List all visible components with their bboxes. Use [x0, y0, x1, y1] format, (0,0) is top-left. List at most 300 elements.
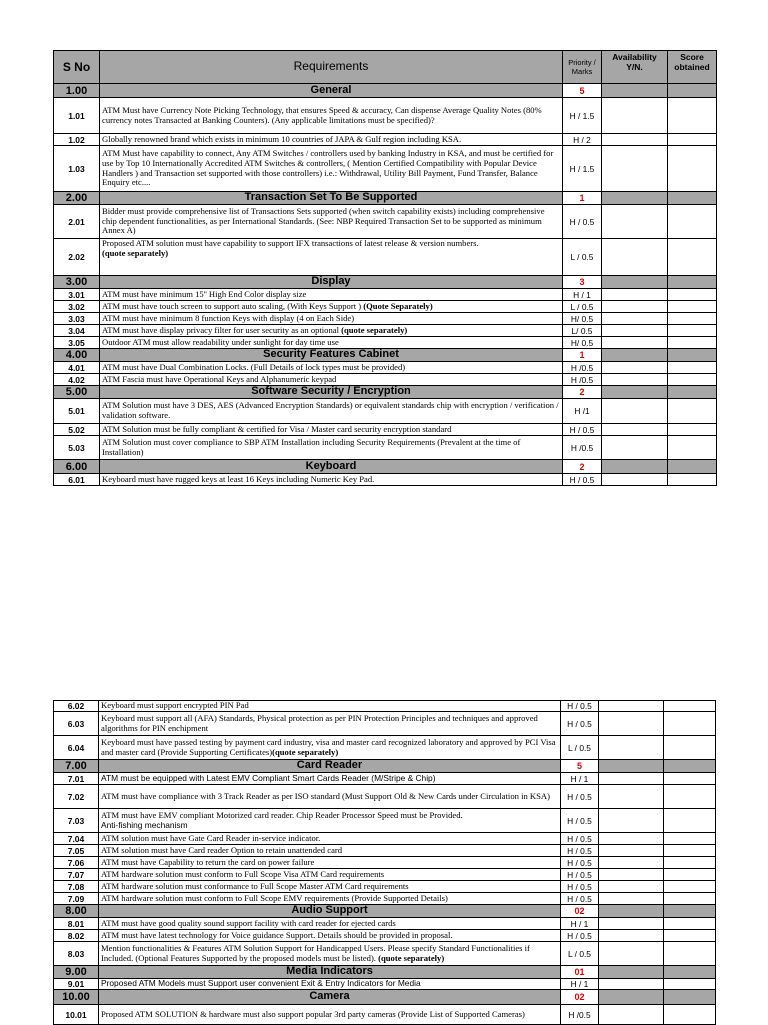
- requirement-number: 7.07: [54, 869, 99, 881]
- availability-cell[interactable]: [602, 337, 668, 349]
- requirement-text: [99, 833, 561, 845]
- section-number: 6.00: [54, 460, 100, 474]
- requirement-row: [54, 239, 717, 276]
- priority-marks: H / 1: [561, 918, 599, 930]
- requirement-number: 3.02: [54, 301, 100, 313]
- requirement-text: [100, 301, 563, 313]
- requirement-text-main: ATM Solution must have 3 DES, AES (Advanced Encryption Standards) or equivalent standards chip with encryption / verification / validation software.: [102, 400, 559, 420]
- priority-marks: H / 0.5: [561, 881, 599, 893]
- section-marks: 5: [561, 760, 599, 773]
- requirement-row: [54, 424, 717, 436]
- requirement-text-main: ATM must have compliance with 3 Track Reader as per ISO standard (Must Support Old & New Cards under Circulation in KSA): [101, 790, 550, 801]
- availability-cell[interactable]: [599, 930, 664, 942]
- requirement-text: [99, 869, 561, 881]
- section-marks: 2: [563, 460, 602, 474]
- requirement-row: [54, 1005, 716, 1025]
- requirement-text-main: ATM solution must have Card reader Option to retain unattended card: [101, 844, 343, 855]
- section-row: [54, 760, 716, 773]
- section-row: [54, 966, 716, 979]
- availability-cell[interactable]: [599, 942, 664, 966]
- priority-marks: H / 0.5: [561, 785, 599, 809]
- score-cell[interactable]: [664, 809, 716, 833]
- score-cell[interactable]: [668, 146, 717, 192]
- requirement-row: [54, 701, 716, 712]
- requirement-number: 3.05: [54, 337, 100, 349]
- requirement-text: [99, 1005, 561, 1025]
- score-cell[interactable]: [668, 362, 717, 374]
- availability-cell[interactable]: [599, 881, 664, 893]
- requirement-row: [54, 809, 716, 833]
- requirement-text-main: ATM must have latest technology for Voice guidance Support. Details should be provided in proposal.: [101, 929, 453, 940]
- requirement-number: 8.03: [54, 942, 99, 966]
- section-title: Camera: [99, 990, 561, 1005]
- availability-cell[interactable]: [602, 276, 668, 289]
- requirement-number: 2.02: [54, 239, 100, 276]
- requirement-text-main: ATM hardware solution must conformance to Full Scope Master ATM Card requirements: [101, 880, 409, 891]
- requirement-text-main: ATM must have EMV compliant Motorized card reader. Chip Reader Processor Speed must be Provided.: [101, 809, 463, 820]
- requirement-text: [99, 809, 561, 833]
- section-number: 2.00: [54, 192, 100, 205]
- requirement-text: [99, 736, 561, 760]
- score-cell[interactable]: [668, 349, 717, 362]
- priority-marks: H/ 0.5: [563, 337, 602, 349]
- requirement-text-main: ATM must have good quality sound support facility with card reader for ejected cards: [101, 917, 396, 928]
- availability-cell[interactable]: [599, 773, 664, 785]
- requirement-text-main: ATM must have display privacy filter for user security as an optional: [102, 324, 342, 335]
- section-row: [54, 905, 716, 918]
- section-marks: 2: [563, 386, 602, 399]
- requirement-text-main: Keyboard must support encrypted PIN Pad: [101, 700, 249, 711]
- requirement-row: [54, 205, 717, 239]
- requirement-number: 2.01: [54, 205, 100, 239]
- score-cell[interactable]: [664, 979, 716, 990]
- section-title: General: [100, 84, 563, 98]
- requirement-text: [100, 205, 563, 239]
- availability-cell[interactable]: [599, 966, 664, 979]
- availability-cell[interactable]: [599, 760, 664, 773]
- requirement-number: 7.02: [54, 785, 99, 809]
- score-cell[interactable]: [664, 966, 716, 979]
- requirement-row: [54, 979, 716, 990]
- requirement-text: [99, 979, 561, 990]
- availability-cell[interactable]: [602, 239, 668, 276]
- requirement-row: [54, 337, 717, 349]
- requirement-text-main: Bidder must provide comprehensive list of Transactions Sets supported (when switch capability exists) including comprehensive chip dependent functionalities, as per International Standards. (See: NBP Required Transaction Set to be supported as minimum Annex A): [102, 206, 545, 236]
- score-cell[interactable]: [668, 460, 717, 474]
- score-cell[interactable]: [664, 845, 716, 857]
- priority-marks: H / 2: [563, 134, 602, 146]
- requirement-number: 6.04: [54, 736, 99, 760]
- priority-marks: H / 0.5: [563, 424, 602, 436]
- score-cell[interactable]: [664, 881, 716, 893]
- requirement-text-bold: (quote separately): [341, 324, 408, 335]
- priority-marks: H / 0.5: [561, 809, 599, 833]
- requirement-text-main: ATM must have touch screen to support auto scaling, (With Keys Support ): [102, 300, 364, 311]
- requirement-text-main: Keyboard must have rugged keys at least 16 Keys including Numeric Key Pad.: [102, 473, 375, 484]
- requirement-row: [54, 930, 716, 942]
- section-marks: 5: [563, 84, 602, 98]
- availability-cell[interactable]: [599, 918, 664, 930]
- requirements-table-top: [53, 50, 717, 486]
- requirement-text-main: ATM must have minimum 8 function Keys with display (4 on Each Side): [102, 312, 355, 323]
- requirement-number: 6.03: [54, 712, 99, 736]
- section-number: 9.00: [54, 966, 99, 979]
- requirement-number: 7.04: [54, 833, 99, 845]
- availability-cell[interactable]: [602, 460, 668, 474]
- score-cell[interactable]: [664, 990, 716, 1005]
- score-cell[interactable]: [664, 760, 716, 773]
- requirement-text: [99, 712, 561, 736]
- availability-cell[interactable]: [602, 313, 668, 325]
- score-cell[interactable]: [668, 205, 717, 239]
- availability-cell[interactable]: [599, 990, 664, 1005]
- requirement-text-bold: (quote separately): [102, 247, 169, 258]
- score-cell[interactable]: [668, 276, 717, 289]
- requirement-text: [99, 701, 561, 712]
- requirement-row: [54, 918, 716, 930]
- availability-cell[interactable]: [602, 289, 668, 301]
- requirement-text: [99, 893, 561, 905]
- requirement-text: [100, 134, 563, 146]
- header-sno: S No: [54, 51, 100, 84]
- section-marks: 02: [561, 990, 599, 1005]
- requirement-text-main: Keyboard must have passed testing by payment card industry, visa and master card recognized laboratory and approved by PCI Visa and master card (Provide Supporting Certificates): [101, 736, 556, 757]
- availability-cell[interactable]: [602, 399, 668, 424]
- score-cell[interactable]: [664, 773, 716, 785]
- requirement-text: [100, 399, 563, 424]
- section-title: Audio Support: [99, 905, 561, 918]
- availability-cell[interactable]: [602, 374, 668, 386]
- section-title: Software Security / Encryption: [100, 386, 563, 399]
- requirement-row: [54, 869, 716, 881]
- header-requirements: Requirements: [100, 51, 563, 84]
- availability-cell[interactable]: [599, 736, 664, 760]
- availability-cell[interactable]: [599, 809, 664, 833]
- availability-cell[interactable]: [602, 362, 668, 374]
- section-number: 4.00: [54, 349, 100, 362]
- priority-marks: H / 0.5: [563, 205, 602, 239]
- section-marks: 02: [561, 905, 599, 918]
- requirement-number: 4.02: [54, 374, 100, 386]
- section-title: Card Reader: [99, 760, 561, 773]
- requirement-text: [100, 374, 563, 386]
- requirement-row: [54, 773, 716, 785]
- requirement-number: 5.02: [54, 424, 100, 436]
- priority-marks: H / 0.5: [561, 857, 599, 869]
- requirement-number: 8.01: [54, 918, 99, 930]
- availability-cell[interactable]: [602, 349, 668, 362]
- requirement-number: 9.01: [54, 979, 99, 990]
- section-title: Media Indicators: [99, 966, 561, 979]
- requirement-row: [54, 474, 717, 486]
- header-score: Score obtained: [668, 51, 717, 84]
- requirement-row: [54, 98, 717, 134]
- priority-marks: H /0.5: [563, 436, 602, 460]
- score-cell[interactable]: [668, 98, 717, 134]
- score-cell[interactable]: [668, 325, 717, 337]
- score-cell[interactable]: [668, 399, 717, 424]
- score-cell[interactable]: [664, 785, 716, 809]
- requirement-number: 1.03: [54, 146, 100, 192]
- section-number: 8.00: [54, 905, 99, 918]
- score-cell[interactable]: [664, 930, 716, 942]
- section-number: 7.00: [54, 760, 99, 773]
- requirement-row: [54, 893, 716, 905]
- requirement-row: [54, 325, 717, 337]
- requirement-row: [54, 289, 717, 301]
- requirement-row: [54, 301, 717, 313]
- section-number: 3.00: [54, 276, 100, 289]
- requirement-text-main: ATM hardware solution must conform to Full Scope EMV requirements (Provide Supported Details): [101, 892, 448, 903]
- section-marks: 3: [563, 276, 602, 289]
- section-number: 10.00: [54, 990, 99, 1005]
- requirement-number: 7.08: [54, 881, 99, 893]
- requirement-row: [54, 134, 717, 146]
- requirement-text-main: Proposed ATM solution must have capability to support IFX transactions of latest release & version numbers.: [102, 238, 479, 248]
- requirement-row: [54, 712, 716, 736]
- requirement-text-main: ATM must have minimum 15'' High End Color display size: [102, 288, 307, 299]
- header-priority: Priority / Marks: [563, 51, 602, 84]
- section-row: [54, 386, 717, 399]
- table-header-row: [54, 51, 717, 84]
- score-cell[interactable]: [664, 905, 716, 918]
- score-cell[interactable]: [668, 301, 717, 313]
- requirement-text-bold: (quote separately): [378, 952, 445, 963]
- priority-marks: H / 0.5: [561, 930, 599, 942]
- requirement-text: [100, 289, 563, 301]
- requirement-text-main: Proposed ATM SOLUTION & hardware must also support popular 3rd party cameras (Provide List of Supported Cameras): [101, 1008, 525, 1019]
- score-cell[interactable]: [668, 192, 717, 205]
- score-cell[interactable]: [664, 942, 716, 966]
- requirement-number: 7.03: [54, 809, 99, 833]
- requirement-number: 7.06: [54, 857, 99, 869]
- availability-cell[interactable]: [602, 134, 668, 146]
- availability-cell[interactable]: [602, 436, 668, 460]
- section-title: Security Features Cabinet: [100, 349, 563, 362]
- requirement-number: 7.01: [54, 773, 99, 785]
- score-cell[interactable]: [668, 289, 717, 301]
- priority-marks: H / 0.5: [561, 845, 599, 857]
- requirement-number: 10.01: [54, 1005, 99, 1025]
- requirement-text: [100, 239, 563, 276]
- availability-cell[interactable]: [599, 845, 664, 857]
- score-cell[interactable]: [668, 386, 717, 399]
- section-number: 1.00: [54, 84, 100, 98]
- score-cell[interactable]: [664, 833, 716, 845]
- requirement-row: [54, 845, 716, 857]
- requirement-text-line2: Anti-fishing mechanism: [101, 819, 188, 830]
- requirement-row: [54, 736, 716, 760]
- availability-cell[interactable]: [602, 84, 668, 98]
- score-cell[interactable]: [668, 474, 717, 486]
- requirement-text-main: Outdoor ATM must allow readability under sunlight for day time use: [102, 336, 339, 347]
- requirement-text-main: Mention functionalities & Features ATM Solution Support for Handicapped Users. Please specify Standard Functionalities if Included. (Optional Features Supported by the proposed models must be listed).: [101, 942, 530, 963]
- requirement-row: [54, 881, 716, 893]
- requirement-number: 6.02: [54, 701, 99, 712]
- score-cell[interactable]: [668, 239, 717, 276]
- requirement-text: [100, 313, 563, 325]
- requirement-text-main: ATM Must have Currency Note Picking Technology, that ensures Speed & accuracy, Can dispense Average Quality Notes (80% currency notes Transacted at Banking Counters). (Any applicable limitations must be specified)?: [102, 104, 542, 125]
- section-row: [54, 990, 716, 1005]
- priority-marks: H / 1.5: [563, 146, 602, 192]
- score-cell[interactable]: [668, 84, 717, 98]
- requirement-number: 3.01: [54, 289, 100, 301]
- priority-marks: L / 0.5: [561, 736, 599, 760]
- requirement-text: [99, 845, 561, 857]
- availability-cell[interactable]: [602, 424, 668, 436]
- section-row: [54, 276, 717, 289]
- score-cell[interactable]: [664, 701, 716, 712]
- section-marks: 1: [563, 349, 602, 362]
- priority-marks: H / 0.5: [561, 701, 599, 712]
- requirement-number: 7.09: [54, 893, 99, 905]
- availability-cell[interactable]: [599, 712, 664, 736]
- availability-cell[interactable]: [599, 905, 664, 918]
- availability-cell[interactable]: [599, 701, 664, 712]
- requirement-text: [99, 785, 561, 809]
- requirement-row: [54, 857, 716, 869]
- requirement-text: [100, 146, 563, 192]
- availability-cell[interactable]: [602, 301, 668, 313]
- priority-marks: H / 0.5: [563, 474, 602, 486]
- requirement-number: 6.01: [54, 474, 100, 486]
- availability-cell[interactable]: [602, 205, 668, 239]
- requirement-text-main: Keyboard must support all (AFA) Standards, Physical protection as per PIN Protection Principles and techniques and approved algorithms for PIN enchipment: [101, 712, 538, 733]
- requirement-text: [99, 773, 561, 785]
- section-title: Keyboard: [100, 460, 563, 474]
- requirement-text-main: Globally renowned brand which exists in minimum 10 countries of JAPA & Gulf region including KSA.: [102, 133, 462, 144]
- requirement-text-main: ATM Solution must be fully compliant & certified for Visa / Master card security encryption standard: [102, 423, 452, 434]
- requirement-row: [54, 436, 717, 460]
- requirement-row: [54, 399, 717, 424]
- requirement-text-bold: (quote separately): [272, 746, 339, 757]
- availability-cell[interactable]: [599, 893, 664, 905]
- score-cell[interactable]: [664, 857, 716, 869]
- priority-marks: H /1: [563, 399, 602, 424]
- requirement-number: 7.05: [54, 845, 99, 857]
- score-cell[interactable]: [668, 337, 717, 349]
- requirement-row: [54, 374, 717, 386]
- score-cell[interactable]: [668, 374, 717, 386]
- priority-marks: H / 1: [561, 773, 599, 785]
- requirement-row: [54, 313, 717, 325]
- priority-marks: L/ 0.5: [563, 325, 602, 337]
- section-row: [54, 349, 717, 362]
- availability-cell[interactable]: [602, 474, 668, 486]
- score-cell[interactable]: [664, 869, 716, 881]
- section-marks: 1: [563, 192, 602, 205]
- priority-marks: L / 0.5: [563, 239, 602, 276]
- header-availability: Availability Y/N.: [602, 51, 668, 84]
- requirement-text: [100, 325, 563, 337]
- score-cell[interactable]: [664, 893, 716, 905]
- availability-cell[interactable]: [599, 857, 664, 869]
- requirement-text-main: ATM must have Capability to return the card on power failure: [101, 856, 315, 867]
- section-row: [54, 192, 717, 205]
- requirement-row: [54, 833, 716, 845]
- availability-cell[interactable]: [599, 785, 664, 809]
- requirement-number: 5.03: [54, 436, 100, 460]
- requirement-number: 1.02: [54, 134, 100, 146]
- priority-marks: H / 0.5: [561, 712, 599, 736]
- requirement-text: [100, 436, 563, 460]
- requirement-text: [99, 857, 561, 869]
- requirement-text: [99, 881, 561, 893]
- requirement-text: [99, 930, 561, 942]
- requirement-text-main: ATM Solution must cover compliance to SBP ATM Installation including Security Requirements (Prevalent at the time of Installation): [102, 436, 521, 457]
- priority-marks: H / 1: [563, 289, 602, 301]
- priority-marks: H /0.5: [563, 374, 602, 386]
- priority-marks: H / 0.5: [561, 893, 599, 905]
- availability-cell[interactable]: [602, 386, 668, 399]
- score-cell[interactable]: [664, 1005, 716, 1025]
- section-row: [54, 460, 717, 474]
- priority-marks: H /0.5: [563, 362, 602, 374]
- availability-cell[interactable]: [602, 192, 668, 205]
- score-cell[interactable]: [664, 736, 716, 760]
- requirement-text: [100, 474, 563, 486]
- score-cell[interactable]: [664, 712, 716, 736]
- requirement-text-main: ATM solution must have Gate Card Reader in-service indicator.: [101, 832, 321, 843]
- priority-marks: H /0.5: [561, 1005, 599, 1025]
- availability-cell[interactable]: [602, 146, 668, 192]
- requirement-text-main: ATM must be equipped with Latest EMV Compliant Smart Cards Reader (M/Stripe & Chip): [101, 772, 436, 783]
- requirement-row: [54, 785, 716, 809]
- availability-cell[interactable]: [599, 979, 664, 990]
- requirement-number: 8.02: [54, 930, 99, 942]
- requirement-row: [54, 362, 717, 374]
- priority-marks: H / 1: [561, 979, 599, 990]
- section-title: Display: [100, 276, 563, 289]
- requirement-text: [100, 98, 563, 134]
- priority-marks: H / 1.5: [563, 98, 602, 134]
- priority-marks: H / 0.5: [561, 869, 599, 881]
- availability-cell[interactable]: [599, 869, 664, 881]
- requirement-text: [99, 918, 561, 930]
- score-cell[interactable]: [668, 424, 717, 436]
- requirement-text-bold: (Quote Separately): [363, 300, 433, 311]
- score-cell[interactable]: [668, 436, 717, 460]
- requirement-text-main: ATM must have Dual Combination Locks. (Full Details of lock types must be provided): [102, 361, 406, 372]
- requirement-text: [100, 337, 563, 349]
- availability-cell[interactable]: [602, 98, 668, 134]
- requirement-number: 4.01: [54, 362, 100, 374]
- priority-marks: H/ 0.5: [563, 313, 602, 325]
- requirement-text-main: ATM Fascia must have Operational Keys and Alphanumeric keypad: [102, 373, 337, 384]
- priority-marks: L / 0.5: [561, 942, 599, 966]
- requirement-text: [99, 942, 561, 966]
- requirements-table-bottom: [53, 700, 716, 1025]
- requirement-text-main: ATM Must have capability to connect, Any ATM Switches / controllers used by banking Industry in KSA, and must be certified for use by Top 10 Internationally Accredited ATM Switches & controllers, ( Mention Certified Compatibility with Popular Device Handlers ) and Transaction set supported with those controllers) i.e.: Withdrawal, Utility Bill Payment, Fund Transfer, Balance Enquiry etc....: [102, 148, 554, 188]
- availability-cell[interactable]: [602, 325, 668, 337]
- section-number: 5.00: [54, 386, 100, 399]
- requirement-row: [54, 146, 717, 192]
- requirement-text: [100, 362, 563, 374]
- requirement-row: [54, 942, 716, 966]
- availability-cell[interactable]: [599, 1005, 664, 1025]
- requirement-number: 3.03: [54, 313, 100, 325]
- availability-cell[interactable]: [599, 833, 664, 845]
- score-cell[interactable]: [668, 313, 717, 325]
- priority-marks: L / 0.5: [563, 301, 602, 313]
- requirement-text-main: Proposed ATM Models must Support user convenient Exit & Entry Indicators for Media: [101, 978, 421, 989]
- requirement-number: 1.01: [54, 98, 100, 134]
- requirement-text-main: ATM hardware solution must conform to Full Scope Visa ATM Card requirements: [101, 868, 385, 879]
- priority-marks: H / 0.5: [561, 833, 599, 845]
- score-cell[interactable]: [664, 918, 716, 930]
- section-marks: 01: [561, 966, 599, 979]
- score-cell[interactable]: [668, 134, 717, 146]
